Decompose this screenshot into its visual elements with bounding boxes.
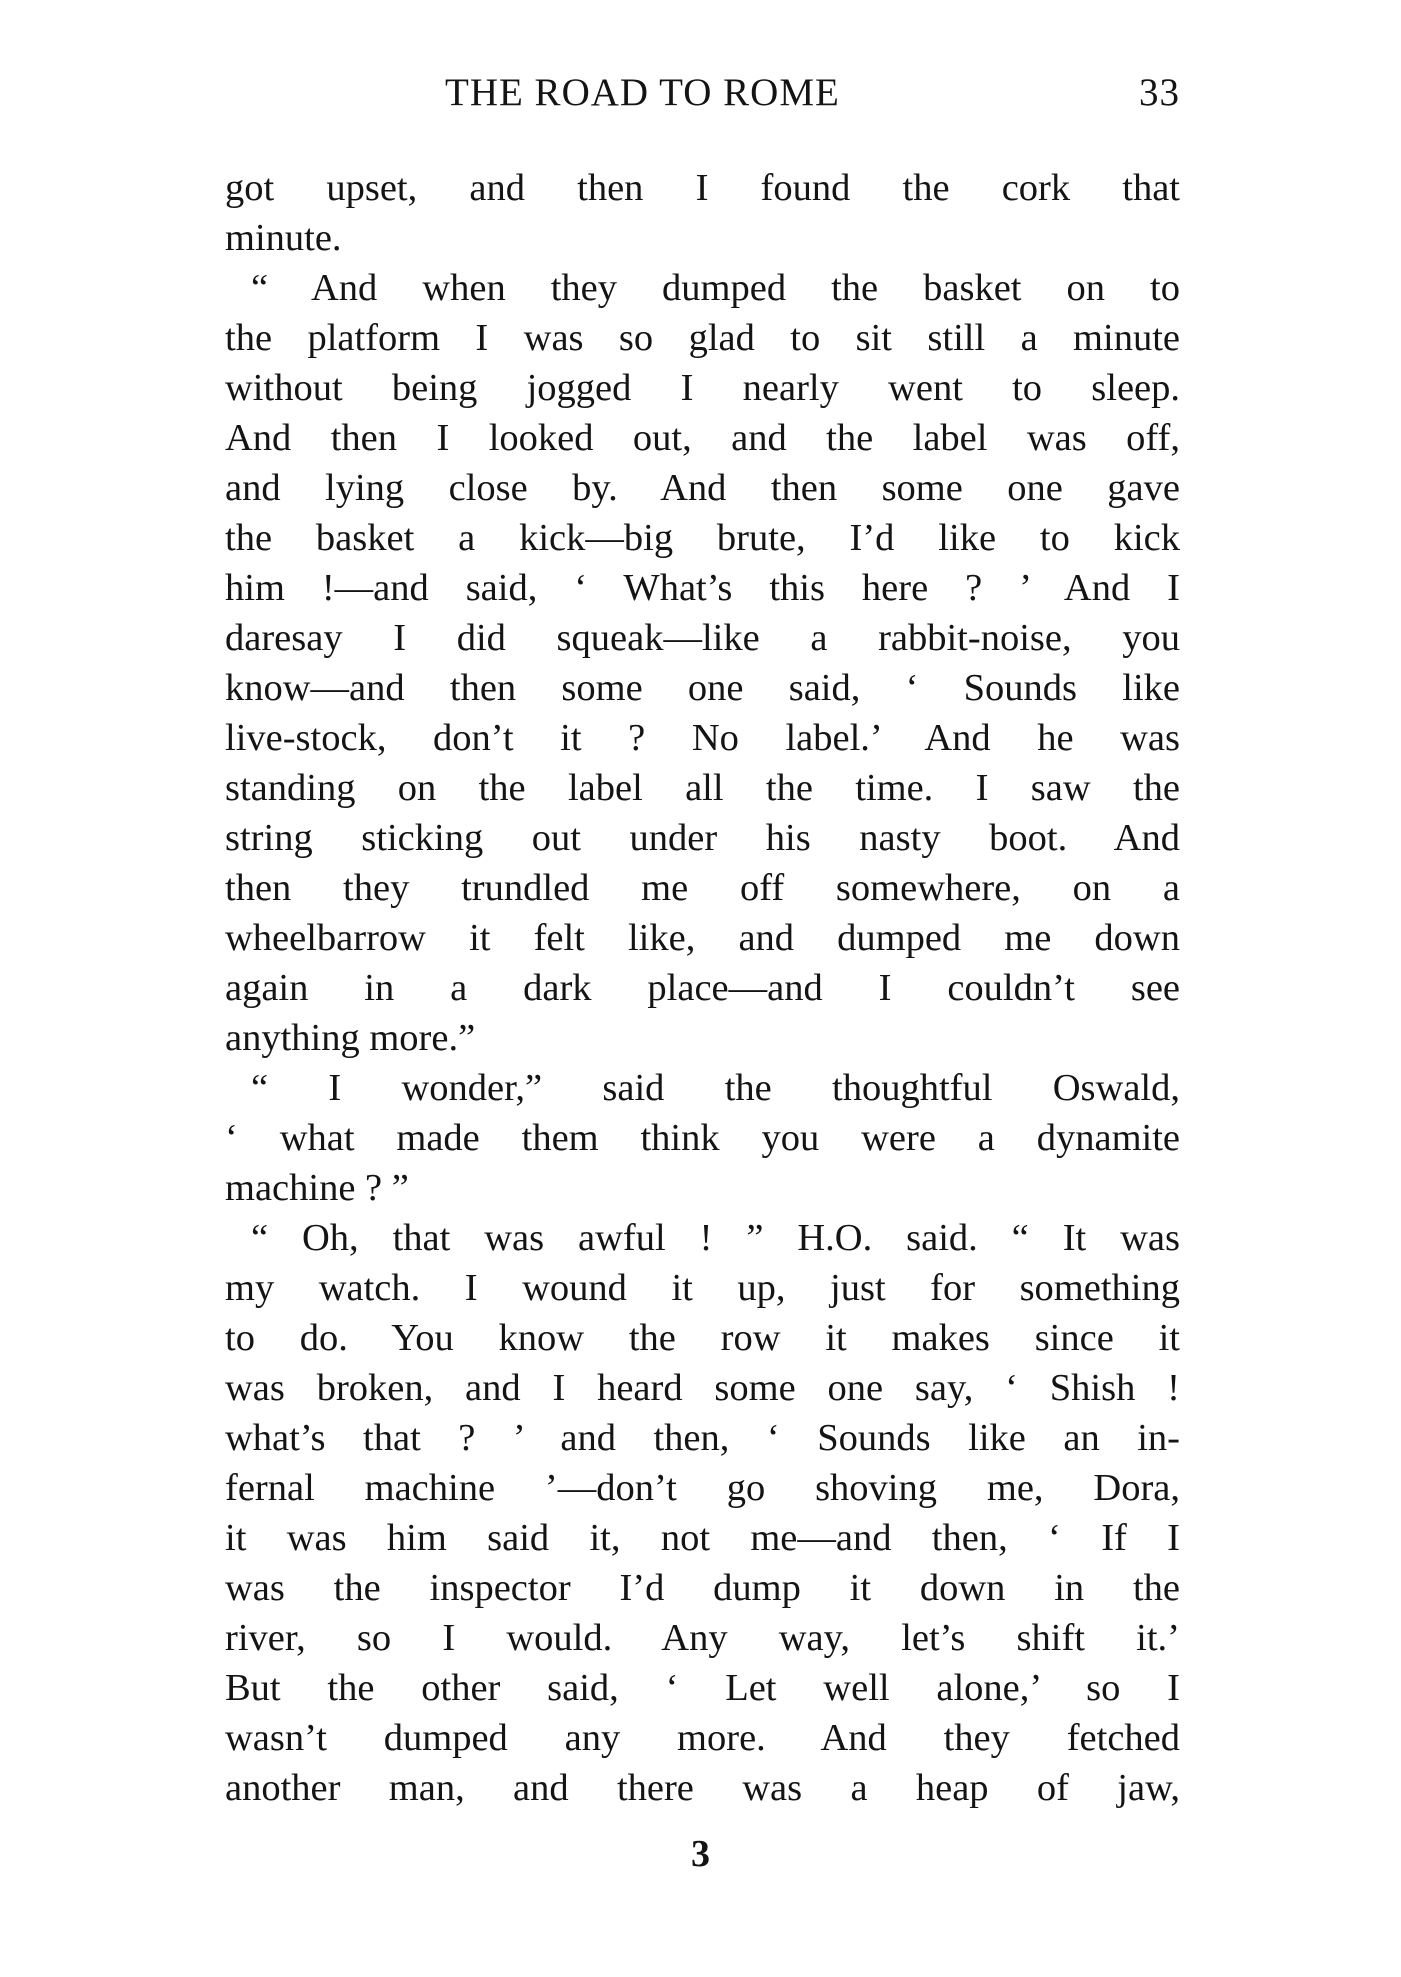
text-line: without being jogged I nearly went to sleep. bbox=[225, 367, 1180, 409]
text-line: again in a dark place—and I couldn’t see bbox=[225, 967, 1180, 1009]
text-line: to do. You know the row it makes since it bbox=[225, 1317, 1180, 1359]
text-line: “ I wonder,” said the thoughtful Oswald, bbox=[251, 1067, 1180, 1109]
text-line: And then I looked out, and the label was off, bbox=[225, 417, 1180, 459]
text-line: string sticking out under his nasty boot. And bbox=[225, 817, 1180, 859]
text-line: wheelbarrow it felt like, and dumped me down bbox=[225, 917, 1180, 959]
text-line: “ And when they dumped the basket on to bbox=[251, 267, 1180, 309]
text-line: then they trundled me off somewhere, on a bbox=[225, 867, 1180, 909]
text-line: But the other said, ‘ Let well alone,’ so I bbox=[225, 1667, 1180, 1709]
text-line: daresay I did squeak—like a rabbit-noise, you bbox=[225, 617, 1180, 659]
text-line: know—and then some one said, ‘ Sounds like bbox=[225, 667, 1180, 709]
text-line: was broken, and I heard some one say, ‘ Shish ! bbox=[225, 1367, 1180, 1409]
text-line: it was him said it, not me—and then, ‘ If I bbox=[225, 1517, 1180, 1559]
text-line: got upset, and then I found the cork that bbox=[225, 167, 1180, 209]
text-line: river, so I would. Any way, let’s shift it.’ bbox=[225, 1617, 1180, 1659]
text-line: the platform I was so glad to sit still a minute bbox=[225, 317, 1180, 359]
text-line: ‘ what made them think you were a dynamite bbox=[225, 1117, 1180, 1159]
running-header bbox=[225, 70, 1180, 120]
body-text bbox=[225, 163, 1180, 1813]
text-line: wasn’t dumped any more. And they fetched bbox=[225, 1717, 1180, 1759]
text-line: was the inspector I’d dump it down in the bbox=[225, 1567, 1180, 1609]
text-line: live-stock, don’t it ? No label.’ And he was bbox=[225, 717, 1180, 759]
running-title: THE ROAD TO ROME bbox=[445, 71, 840, 114]
text-line: and lying close by. And then some one gave bbox=[225, 467, 1180, 509]
text-line: another man, and there was a heap of jaw, bbox=[225, 1767, 1180, 1809]
text-line: “ Oh, that was awful ! ” H.O. said. “ It was bbox=[251, 1217, 1180, 1259]
page-number: 33 bbox=[1139, 71, 1180, 114]
text-line: standing on the label all the time. I saw the bbox=[225, 767, 1180, 809]
text-line: him !—and said, ‘ What’s this here ? ’ And I bbox=[225, 567, 1180, 609]
text-line: anything more.” bbox=[225, 1017, 476, 1059]
text-line: minute. bbox=[225, 217, 342, 259]
signature-mark: 3 bbox=[691, 1833, 710, 1875]
text-line: machine ? ” bbox=[225, 1167, 409, 1209]
text-line: what’s that ? ’ and then, ‘ Sounds like an in- bbox=[225, 1417, 1180, 1459]
text-line: the basket a kick—big brute, I’d like to kick bbox=[225, 517, 1180, 559]
text-line: fernal machine ’—don’t go shoving me, Dora, bbox=[225, 1467, 1180, 1509]
text-line: my watch. I wound it up, just for something bbox=[225, 1267, 1180, 1309]
